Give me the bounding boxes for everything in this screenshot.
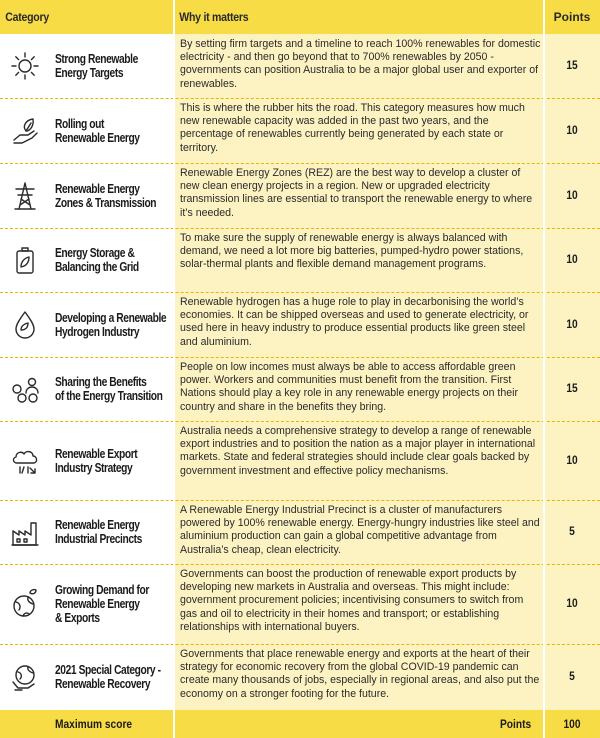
row-divider xyxy=(0,98,600,99)
category-label-line: Renewable Energy xyxy=(55,131,140,145)
why-text: Australia needs a comprehensive strategy to develop a range of renewable export industries and to position the nation as a major player in international markets. State and federal strategies should include clear goals backed by government investment and effective policy mechanisms. xyxy=(180,425,536,477)
category-label-line: Zones & Transmission xyxy=(55,196,157,210)
row-divider xyxy=(0,228,600,229)
row-divider xyxy=(0,163,600,164)
table-row xyxy=(0,357,600,421)
points-value: 10 xyxy=(566,252,578,266)
row-divider xyxy=(0,564,600,565)
points-value: 10 xyxy=(566,317,578,331)
category-label-line: Sharing the Benefits xyxy=(55,375,147,389)
category-label xyxy=(55,311,167,339)
category-label-line: Hydrogen Industry xyxy=(55,325,140,339)
sun-icon xyxy=(8,49,42,83)
category-label-line: Developing a Renewable xyxy=(55,311,167,325)
table-footer xyxy=(0,710,600,738)
why-text: Renewable Energy Zones (REZ) are the best way to develop a cluster of new clean energy projects in a region. New or upgraded electricity transmission lines are essential to transport the renewable energy to where it’s needed. xyxy=(180,167,533,219)
table-row xyxy=(0,292,600,357)
points-value: 10 xyxy=(566,123,578,137)
category-label-line: Balancing the Grid xyxy=(55,260,139,274)
category-label-line: & Exports xyxy=(55,611,100,625)
category-label-line: Industrial Precincts xyxy=(55,532,142,546)
battery-leaf-icon xyxy=(8,243,42,277)
footer-max-score-label: Maximum score xyxy=(55,717,133,731)
category-label-line: 2021 Special Category - xyxy=(55,663,161,677)
table-row xyxy=(0,564,600,644)
table-row xyxy=(0,228,600,292)
why-text: By setting firm targets and a timeline to reach 100% renewables for domestic electricity - and then go beyond that to 700% renewables by 2050 - governments can position Australia to be a major global user and exporter of renewables. xyxy=(180,38,541,90)
table-row xyxy=(0,163,600,228)
points-value: 10 xyxy=(566,188,578,202)
category-label-line: Renewable Energy xyxy=(55,182,140,196)
export-cloud-icon xyxy=(8,444,42,478)
hand-leaf-icon xyxy=(8,114,42,148)
category-label-line: Rolling out xyxy=(55,117,105,131)
row-divider xyxy=(0,292,600,293)
category-label-line: Energy Storage & xyxy=(55,246,135,260)
category-label xyxy=(55,583,149,625)
why-text: Governments that place renewable energy and exports at the heart of their strategy for economic recovery from the global COVID-19 pandemic can create many thousands of jobs, especially in regional areas, and also put the economy on a stronger footing for the future. xyxy=(180,648,540,700)
footer-points-label: Points xyxy=(500,717,532,731)
why-text: A Renewable Energy Industrial Precinct is a cluster of manufacturers powered by 100% renewable energy. Energy-hungry industries like steel and aluminium production can gain a global competitive advantage from Australia’s cheap, clean electricity. xyxy=(180,504,540,556)
category-label xyxy=(55,447,149,475)
hydrogen-drop-icon xyxy=(8,308,42,342)
people-sharing-icon xyxy=(8,372,42,406)
why-text: To make sure the supply of renewable energy is always balanced with demand, we need a lot more big batteries, pumped-hydro power stations, solar-thermal plants and flexible demand management programs. xyxy=(180,232,524,271)
points-value: 15 xyxy=(566,58,578,72)
why-text: Renewable hydrogen has a huge role to play in decarbonising the world’s economies. It can be shipped overseas and used to generate electricity, or used here in heavy industry to produce essential products like green steel and aluminium. xyxy=(180,296,529,348)
category-label-line: Industry Strategy xyxy=(55,461,133,475)
category-label xyxy=(55,663,161,691)
points-value: 5 xyxy=(569,524,575,538)
table-row xyxy=(0,98,600,163)
category-label-line: of the Energy Transition xyxy=(55,389,163,403)
column-divider xyxy=(173,0,175,738)
category-label xyxy=(55,518,149,546)
category-label-line: Renewable Energy xyxy=(55,518,140,532)
category-label xyxy=(55,182,157,210)
row-divider xyxy=(0,357,600,358)
category-label-line: Growing Demand for xyxy=(55,583,149,597)
footer-total: 100 xyxy=(563,717,581,731)
why-text: Governments can boost the production of renewable export products by developing new markets in Australia and overseas. This might include: government procurement policies; incentivising consumers to switch from gas and oil to electricity in their homes and transport; or establishing relationships with international buyers. xyxy=(180,568,524,633)
table-row xyxy=(0,34,600,98)
row-divider xyxy=(0,500,600,501)
category-label xyxy=(55,375,163,403)
category-label-line: Energy Targets xyxy=(55,66,124,80)
globe-sprout-icon xyxy=(8,587,42,621)
factory-icon xyxy=(8,515,42,549)
category-label xyxy=(55,246,149,274)
table-header xyxy=(0,0,600,34)
points-value: 10 xyxy=(566,453,578,467)
category-label xyxy=(55,52,149,80)
category-label-line: Renewable Energy xyxy=(55,597,140,611)
table-row xyxy=(0,644,600,710)
table-row xyxy=(0,421,600,500)
table-row xyxy=(0,500,600,564)
why-text: People on low incomes must always be able to access affordable green power. Workers and communities must benefit from the transition. First Nations should play a key role in any renewable energy projects on their country and share in the benefits they bring. xyxy=(180,361,519,413)
header-category: Category xyxy=(5,10,49,24)
category-label xyxy=(55,117,149,145)
category-label-line: Strong Renewable xyxy=(55,52,138,66)
category-label-line: Renewable Export xyxy=(55,447,138,461)
column-divider xyxy=(543,0,545,738)
transmission-tower-icon xyxy=(8,179,42,213)
recovery-globe-icon xyxy=(8,660,42,694)
row-divider xyxy=(0,644,600,645)
category-label-line: Renewable Recovery xyxy=(55,677,151,691)
points-value: 5 xyxy=(569,669,575,683)
points-value: 10 xyxy=(566,596,578,610)
header-why-it-matters: Why it matters xyxy=(179,10,249,24)
header-points: Points xyxy=(553,10,591,24)
row-divider xyxy=(0,421,600,422)
why-text: This is where the rubber hits the road. This category measures how much new renewable capacity was added in the past two years, and the percentage of renewables currently being generated by each state or territory. xyxy=(180,102,525,154)
points-value: 15 xyxy=(566,381,578,395)
